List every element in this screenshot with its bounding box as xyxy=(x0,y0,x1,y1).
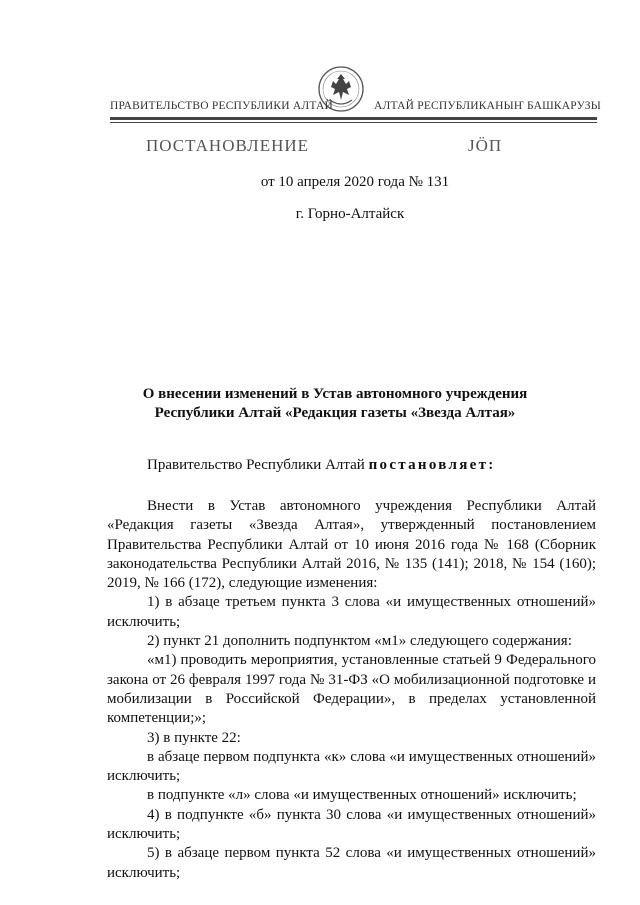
document-date: от 10 апреля 2020 года № 131 xyxy=(260,174,450,190)
header-government-name: ПРАВИТЕЛЬСТВО РЕСПУБЛИКИ АЛТАЙ xyxy=(110,100,334,112)
document-type-altai: JÖП xyxy=(468,136,503,155)
header-divider-thin xyxy=(110,122,597,123)
resolution-verb: постановляет: xyxy=(368,457,496,473)
title-line: Республики Алтай «Редакция газеты «Звезда Алтая» xyxy=(154,405,516,421)
body-paragraph: 4) в подпункте «б» пункта 30 слова «и имущественных отношений» исключить; xyxy=(107,806,596,843)
title-line: О внесении изменений в Устав автономного учреждения xyxy=(142,386,528,402)
body-paragraph: в подпункте «л» слова «и имущественных отношений» исключить; xyxy=(147,787,577,804)
body-paragraph: 3) в пункте 22: xyxy=(147,729,241,746)
header-divider xyxy=(110,117,597,120)
document-type: ПОСТАНОВЛЕНИЕ xyxy=(146,136,310,155)
body-paragraph: Внести в Устав автономного учреждения Республики Алтай «Редакция газеты «Звезда Алтая», утвержденный постановлением Правительства Республики Алтай от 10 июня 2016 года № 168 (Сборник законодательства Республики Алтай 2016, № 135 (141); 2018, № 154 (160); 2019, № 166 (172), следующие изменения: xyxy=(107,498,596,592)
resolution-subject: Правительство Республики Алтай xyxy=(147,457,365,473)
header-government-name-altai: АЛТАЙ РЕСПУБЛИКАНЫҤ БАШКАРУЗЫ xyxy=(374,100,601,112)
body-paragraph: 5) в абзаце первом пункта 52 слова «и имущественных отношений» исключить; xyxy=(107,845,596,881)
document-title xyxy=(100,385,570,423)
body-paragraph: в абзаце первом подпункта «к» слова «и имущественных отношений» исключить; xyxy=(107,748,596,785)
body-paragraph: 2) пункт 21 дополнить подпунктом «м1» следующего содержания: xyxy=(147,633,572,650)
resolution-preamble xyxy=(147,457,496,474)
body-paragraph: 1) в абзаце третьем пункта 3 слова «и имущественных отношений» исключить; xyxy=(107,594,596,630)
body-paragraph: «м1) проводить мероприятия, установленные статьей 9 Федерального закона от 26 февраля 1997 года № 31-ФЗ «О мобилизационной подготовке и мобилизации в Российской Федерации», в пределах установленной компетенции;»; xyxy=(107,652,596,727)
document-body xyxy=(107,497,596,883)
document-city: г. Горно-Алтайск xyxy=(295,206,405,222)
